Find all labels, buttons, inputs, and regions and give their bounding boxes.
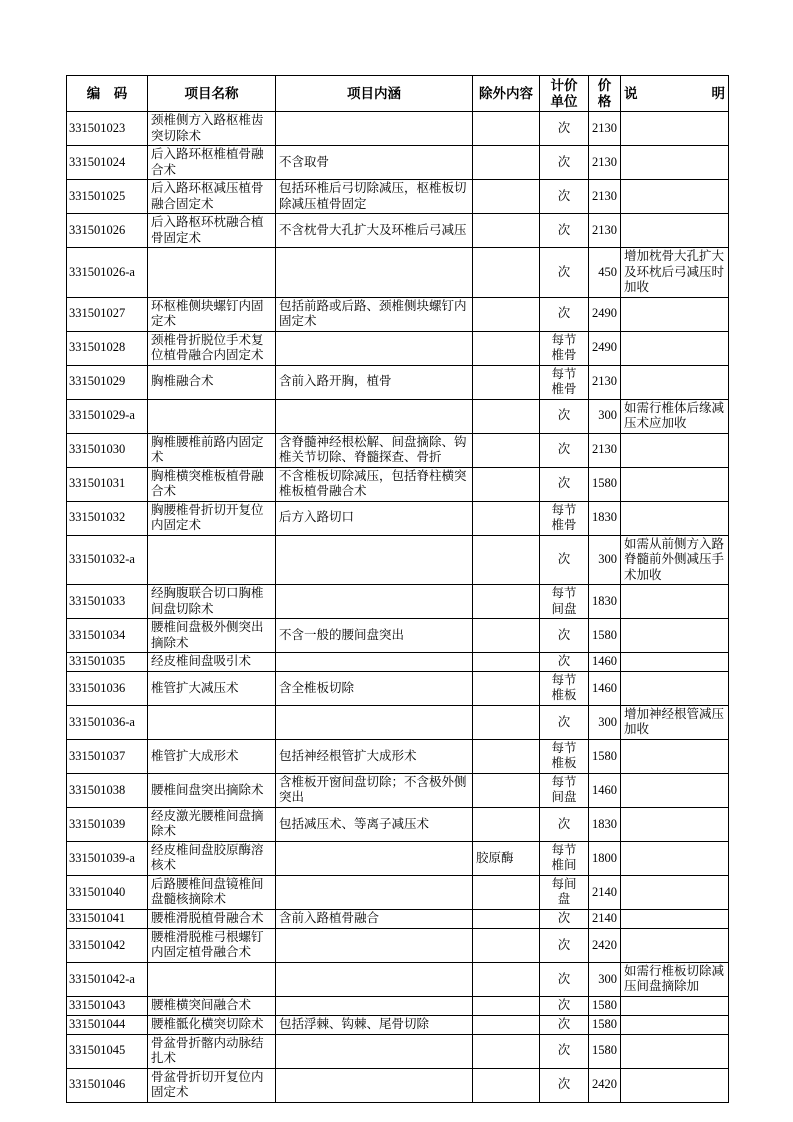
cell-name: 腰椎横突间融合术 <box>148 996 276 1015</box>
cell-name: 胸椎横突椎板植骨融合术 <box>148 467 276 501</box>
table-row <box>67 214 729 248</box>
cell-note <box>621 739 729 773</box>
table-row <box>67 535 729 585</box>
cell-note <box>621 214 729 248</box>
cell-excluded <box>473 773 540 807</box>
cell-unit <box>540 399 589 433</box>
cell-unit <box>540 146 589 180</box>
cell-note <box>621 1068 729 1102</box>
table-row <box>67 909 729 928</box>
cell-unit <box>540 501 589 535</box>
cell-unit-value: 次 <box>557 816 571 831</box>
cell-unit-value: 次 <box>557 408 571 423</box>
cell-content <box>276 535 473 585</box>
cell-unit-value: 次 <box>557 476 571 491</box>
cell-code: 331501034 <box>67 619 148 653</box>
table-row <box>67 1034 729 1068</box>
cell-name <box>148 399 276 433</box>
table-row <box>67 585 729 619</box>
cell-price: 2490 <box>589 331 621 365</box>
cell-unit-value: 次 <box>557 971 571 986</box>
cell-excluded <box>473 214 540 248</box>
cell-unit <box>540 297 589 331</box>
table-row <box>67 180 729 214</box>
price-table <box>66 75 729 1103</box>
cell-note <box>621 433 729 467</box>
cell-excluded <box>473 653 540 672</box>
table-row <box>67 331 729 365</box>
cell-price: 300 <box>589 535 621 585</box>
col-header-code: 编 码 <box>67 76 148 112</box>
cell-excluded <box>473 671 540 705</box>
cell-unit-value: 每节椎间 <box>551 842 577 873</box>
cell-code: 331501039-a <box>67 841 148 875</box>
cell-excluded <box>473 112 540 146</box>
cell-price: 1830 <box>589 807 621 841</box>
cell-excluded: 胶原酶 <box>473 841 540 875</box>
table-row <box>67 112 729 146</box>
cell-unit <box>540 331 589 365</box>
cell-price: 2140 <box>589 909 621 928</box>
cell-content: 不含枕骨大孔扩大及环椎后弓减压 <box>276 214 473 248</box>
cell-note <box>621 875 729 909</box>
cell-content: 包括环椎后弓切除减压，枢椎板切除减压植骨固定 <box>276 180 473 214</box>
cell-code: 331501033 <box>67 585 148 619</box>
cell-code: 331501046 <box>67 1068 148 1102</box>
table-row <box>67 962 729 996</box>
table-row <box>67 619 729 653</box>
col-header-content: 项目内涵 <box>276 76 473 112</box>
cell-content <box>276 585 473 619</box>
cell-code: 331501043 <box>67 996 148 1015</box>
cell-price: 2130 <box>589 180 621 214</box>
cell-name: 椎管扩大成形术 <box>148 739 276 773</box>
col-header-price: 价格 <box>589 76 621 112</box>
cell-name: 腰椎滑脱椎弓根螺钉内固定植骨融合术 <box>148 928 276 962</box>
cell-excluded <box>473 433 540 467</box>
cell-unit-value: 每节椎骨 <box>551 502 577 532</box>
cell-name: 颈椎侧方入路枢椎齿突切除术 <box>148 112 276 146</box>
cell-price: 2130 <box>589 433 621 467</box>
cell-unit <box>540 909 589 928</box>
cell-excluded <box>473 365 540 399</box>
cell-code: 331501042-a <box>67 962 148 996</box>
cell-content <box>276 841 473 875</box>
cell-unit <box>540 467 589 501</box>
table-row <box>67 365 729 399</box>
cell-unit <box>540 671 589 705</box>
cell-content <box>276 112 473 146</box>
cell-code: 331501032 <box>67 501 148 535</box>
cell-name: 经胸腹联合切口胸椎间盘切除术 <box>148 585 276 619</box>
cell-name <box>148 248 276 298</box>
cell-name: 后入路环枢椎植骨融合术 <box>148 146 276 180</box>
header-row <box>67 76 729 112</box>
cell-code: 331501029-a <box>67 399 148 433</box>
table-row <box>67 1068 729 1102</box>
table-row <box>67 248 729 298</box>
cell-price: 450 <box>589 248 621 298</box>
cell-unit <box>540 535 589 585</box>
cell-content <box>276 331 473 365</box>
cell-code: 331501036 <box>67 671 148 705</box>
cell-code: 331501037 <box>67 739 148 773</box>
cell-unit <box>540 433 589 467</box>
cell-note <box>621 996 729 1015</box>
cell-name <box>148 705 276 739</box>
cell-note <box>621 365 729 399</box>
cell-code: 331501045 <box>67 1034 148 1068</box>
cell-code: 331501040 <box>67 875 148 909</box>
table-row <box>67 928 729 962</box>
col-header-note-label <box>624 86 725 102</box>
cell-price: 1580 <box>589 619 621 653</box>
cell-unit <box>540 585 589 619</box>
cell-content: 包括减压术、等离子减压术 <box>276 807 473 841</box>
cell-name: 腰椎间盘突出摘除术 <box>148 773 276 807</box>
cell-note <box>621 1034 729 1068</box>
cell-note <box>621 112 729 146</box>
cell-content <box>276 1068 473 1102</box>
cell-unit <box>540 653 589 672</box>
cell-price: 1830 <box>589 501 621 535</box>
cell-excluded <box>473 535 540 585</box>
cell-unit <box>540 928 589 962</box>
cell-name: 腰椎滑脱植骨融合术 <box>148 909 276 928</box>
cell-note: 增加枕骨大孔扩大及环枕后弓减压时加收 <box>621 248 729 298</box>
cell-content <box>276 248 473 298</box>
cell-code: 331501030 <box>67 433 148 467</box>
cell-code: 331501035 <box>67 653 148 672</box>
cell-name: 环枢椎侧块螺钉内固定术 <box>148 297 276 331</box>
cell-code: 331501038 <box>67 773 148 807</box>
cell-note: 如需行椎板切除减压间盘摘除加 <box>621 962 729 996</box>
cell-content <box>276 928 473 962</box>
cell-code: 331501028 <box>67 331 148 365</box>
cell-unit-value: 每节椎骨 <box>551 332 577 362</box>
cell-code: 331501026-a <box>67 248 148 298</box>
cell-unit-value: 次 <box>557 188 571 203</box>
table-row <box>67 773 729 807</box>
cell-code: 331501041 <box>67 909 148 928</box>
cell-excluded <box>473 146 540 180</box>
cell-unit-value: 次 <box>557 627 571 642</box>
cell-unit-value: 次 <box>557 998 571 1013</box>
cell-unit <box>540 214 589 248</box>
cell-unit-value: 次 <box>557 264 571 279</box>
cell-price: 300 <box>589 962 621 996</box>
col-header-unit <box>540 76 589 112</box>
cell-excluded <box>473 1015 540 1034</box>
cell-price: 2140 <box>589 875 621 909</box>
cell-excluded <box>473 928 540 962</box>
cell-unit-value: 次 <box>557 552 571 567</box>
cell-price: 2420 <box>589 1068 621 1102</box>
cell-excluded <box>473 297 540 331</box>
col-header-note-left: 说 <box>624 85 638 101</box>
cell-note <box>621 501 729 535</box>
cell-note <box>621 807 729 841</box>
cell-name: 经皮椎间盘胶原酶溶核术 <box>148 841 276 875</box>
cell-note <box>621 585 729 619</box>
cell-unit <box>540 180 589 214</box>
cell-unit <box>540 365 589 399</box>
cell-name: 腰椎骶化横突切除术 <box>148 1015 276 1034</box>
cell-unit-value: 次 <box>557 154 571 169</box>
table-row <box>67 705 729 739</box>
cell-code: 331501044 <box>67 1015 148 1034</box>
cell-name: 胸腰椎骨折切开复位内固定术 <box>148 501 276 535</box>
cell-price: 1580 <box>589 996 621 1015</box>
cell-content <box>276 653 473 672</box>
cell-note <box>621 773 729 807</box>
cell-content <box>276 962 473 996</box>
cell-code: 331501024 <box>67 146 148 180</box>
cell-excluded <box>473 875 540 909</box>
cell-unit-value: 次 <box>557 911 571 926</box>
cell-unit <box>540 248 589 298</box>
cell-note <box>621 297 729 331</box>
cell-excluded <box>473 962 540 996</box>
cell-unit <box>540 619 589 653</box>
cell-code: 331501042 <box>67 928 148 962</box>
cell-unit <box>540 875 589 909</box>
cell-code: 331501039 <box>67 807 148 841</box>
cell-unit <box>540 1034 589 1068</box>
cell-unit-value: 次 <box>557 306 571 321</box>
cell-note <box>621 467 729 501</box>
cell-excluded <box>473 180 540 214</box>
cell-price: 300 <box>589 399 621 433</box>
cell-excluded <box>473 739 540 773</box>
cell-code: 331501026 <box>67 214 148 248</box>
cell-content <box>276 705 473 739</box>
cell-note <box>621 180 729 214</box>
cell-note: 如需从前侧方入路脊髓前外侧减压手术加收 <box>621 535 729 585</box>
cell-price: 1460 <box>589 653 621 672</box>
cell-name <box>148 962 276 996</box>
cell-note <box>621 671 729 705</box>
cell-excluded <box>473 1034 540 1068</box>
cell-unit-value: 次 <box>557 1017 571 1031</box>
cell-name: 腰椎间盘极外侧突出摘除术 <box>148 619 276 653</box>
cell-unit-value: 每节椎骨 <box>551 366 577 396</box>
cell-code: 331501025 <box>67 180 148 214</box>
cell-name: 后入路环枢减压植骨融合固定术 <box>148 180 276 214</box>
cell-code: 331501032-a <box>67 535 148 585</box>
cell-unit-value: 次 <box>557 1077 571 1092</box>
cell-excluded <box>473 585 540 619</box>
cell-price: 1580 <box>589 739 621 773</box>
table-row <box>67 399 729 433</box>
cell-excluded <box>473 705 540 739</box>
cell-content: 后方入路切口 <box>276 501 473 535</box>
table-row <box>67 841 729 875</box>
cell-content: 含全椎板切除 <box>276 671 473 705</box>
cell-unit <box>540 705 589 739</box>
col-header-note <box>621 76 729 112</box>
cell-excluded <box>473 909 540 928</box>
cell-unit-value: 每间盘 <box>551 876 577 907</box>
table-row <box>67 739 729 773</box>
cell-price: 2130 <box>589 112 621 146</box>
cell-content <box>276 875 473 909</box>
cell-note <box>621 909 729 928</box>
cell-unit-value: 每节间盘 <box>551 774 577 805</box>
cell-content: 不含取骨 <box>276 146 473 180</box>
cell-content: 不含椎板切除减压，包括脊柱横突椎板植骨融合术 <box>276 467 473 501</box>
cell-price: 1800 <box>589 841 621 875</box>
cell-content: 含椎板开窗间盘切除；不含极外侧突出 <box>276 773 473 807</box>
cell-unit <box>540 1068 589 1102</box>
cell-price: 1460 <box>589 773 621 807</box>
cell-content: 含脊髓神经根松解、间盘摘除、钩椎关节切除、脊髓探查、骨折 <box>276 433 473 467</box>
table-row <box>67 433 729 467</box>
cell-excluded <box>473 399 540 433</box>
cell-unit-value: 每节椎板 <box>551 672 577 703</box>
table-row <box>67 807 729 841</box>
cell-unit-value: 每节间盘 <box>551 586 577 616</box>
cell-unit-value: 每节椎板 <box>551 740 577 771</box>
cell-note <box>621 928 729 962</box>
col-header-excluded: 除外内容 <box>473 76 540 112</box>
cell-content <box>276 1034 473 1068</box>
cell-code: 331501027 <box>67 297 148 331</box>
cell-note <box>621 146 729 180</box>
cell-unit-value: 次 <box>557 120 571 135</box>
cell-name: 后路腰椎间盘镜椎间盘髓核摘除术 <box>148 875 276 909</box>
cell-note <box>621 653 729 672</box>
cell-excluded <box>473 1068 540 1102</box>
cell-price: 2130 <box>589 214 621 248</box>
cell-unit-value: 次 <box>557 222 571 237</box>
cell-price: 2130 <box>589 365 621 399</box>
cell-name: 经皮椎间盘吸引术 <box>148 653 276 672</box>
cell-unit-value: 次 <box>557 937 571 952</box>
cell-note <box>621 841 729 875</box>
cell-unit-value: 次 <box>557 442 571 457</box>
col-header-name: 项目名称 <box>148 76 276 112</box>
table-row <box>67 875 729 909</box>
table-header <box>67 76 729 112</box>
cell-content: 包括前路或后路、颈椎侧块螺钉内固定术 <box>276 297 473 331</box>
cell-code: 331501029 <box>67 365 148 399</box>
table-row <box>67 653 729 672</box>
cell-code: 331501031 <box>67 467 148 501</box>
cell-note: 如需行椎体后缘减压术应加收 <box>621 399 729 433</box>
table-row <box>67 671 729 705</box>
cell-content: 不含一般的腰间盘突出 <box>276 619 473 653</box>
cell-name <box>148 535 276 585</box>
cell-unit <box>540 996 589 1015</box>
cell-excluded <box>473 619 540 653</box>
cell-unit <box>540 739 589 773</box>
cell-content <box>276 996 473 1015</box>
table-body <box>67 112 729 1103</box>
cell-price: 1830 <box>589 585 621 619</box>
col-header-note-right: 明 <box>711 85 725 101</box>
col-header-unit-label: 计价单位 <box>550 78 578 109</box>
table-row <box>67 1015 729 1034</box>
cell-code: 331501036-a <box>67 705 148 739</box>
cell-note: 增加神经根管减压加收 <box>621 705 729 739</box>
cell-name: 椎管扩大减压术 <box>148 671 276 705</box>
cell-note <box>621 619 729 653</box>
cell-unit-value: 次 <box>557 654 571 669</box>
table-row <box>67 146 729 180</box>
cell-content <box>276 399 473 433</box>
cell-price: 1580 <box>589 1034 621 1068</box>
table-row <box>67 467 729 501</box>
cell-unit <box>540 112 589 146</box>
cell-name: 后入路枢环枕融合植骨固定术 <box>148 214 276 248</box>
cell-price: 1580 <box>589 467 621 501</box>
cell-name: 胸椎腰椎前路内固定术 <box>148 433 276 467</box>
cell-price: 2420 <box>589 928 621 962</box>
cell-excluded <box>473 807 540 841</box>
cell-unit <box>540 1015 589 1034</box>
cell-excluded <box>473 248 540 298</box>
cell-excluded <box>473 996 540 1015</box>
table-row <box>67 297 729 331</box>
cell-price: 2490 <box>589 297 621 331</box>
cell-content: 包括浮棘、钩棘、尾骨切除 <box>276 1015 473 1034</box>
cell-excluded <box>473 501 540 535</box>
cell-unit-value: 次 <box>557 714 571 729</box>
cell-content: 包括神经根管扩大成形术 <box>276 739 473 773</box>
cell-unit <box>540 841 589 875</box>
cell-name: 骨盆骨折髂内动脉结扎术 <box>148 1034 276 1068</box>
table-row <box>67 996 729 1015</box>
cell-name: 经皮激光腰椎间盘摘除术 <box>148 807 276 841</box>
cell-unit-value: 次 <box>557 1043 571 1058</box>
cell-content: 含前入路开胸，植骨 <box>276 365 473 399</box>
cell-content: 含前入路植骨融合 <box>276 909 473 928</box>
cell-note <box>621 1015 729 1034</box>
cell-name: 骨盆骨折切开复位内固定术 <box>148 1068 276 1102</box>
cell-price: 1460 <box>589 671 621 705</box>
table-row <box>67 501 729 535</box>
cell-excluded <box>473 467 540 501</box>
cell-excluded <box>473 331 540 365</box>
cell-note <box>621 331 729 365</box>
cell-code: 331501023 <box>67 112 148 146</box>
cell-name: 胸椎融合术 <box>148 365 276 399</box>
cell-price: 2130 <box>589 146 621 180</box>
cell-price: 1580 <box>589 1015 621 1034</box>
cell-unit <box>540 962 589 996</box>
cell-name: 颈椎骨折脱位手术复位植骨融合内固定术 <box>148 331 276 365</box>
cell-unit <box>540 773 589 807</box>
cell-unit <box>540 807 589 841</box>
cell-price: 300 <box>589 705 621 739</box>
